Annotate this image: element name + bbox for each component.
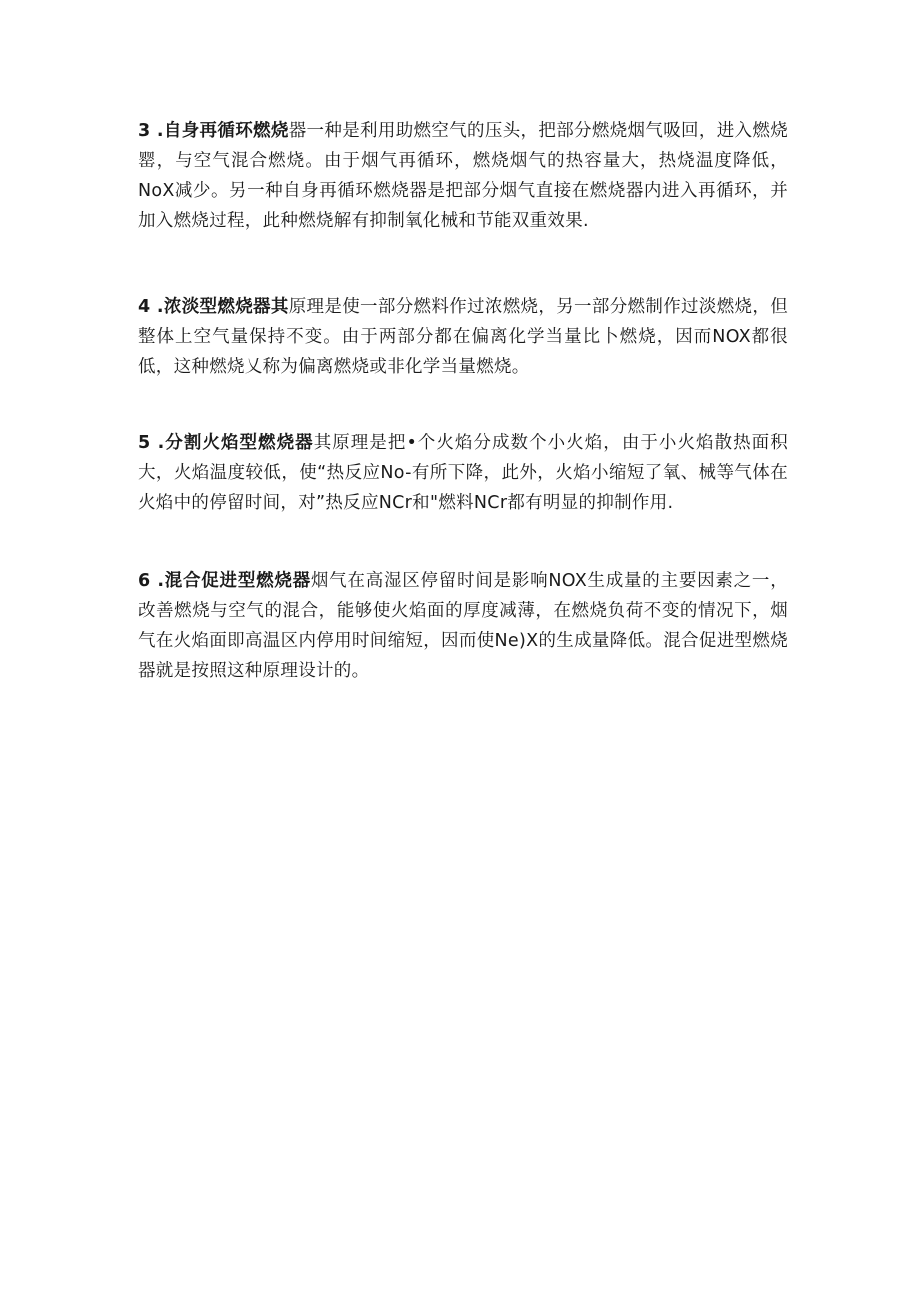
paragraph-heading: 3 .自身再循环燃烧 (138, 121, 289, 141)
paragraph-self-recirculation-burner (138, 116, 788, 236)
paragraph-heading: 4 .浓淡型燃烧器其 (138, 297, 289, 317)
paragraph-body: 烟气在高湿区停留时间是影响NOX生成量的主要因素之一，改善燃烧与空气的混合，能够使火焰面的厚度减薄，在燃烧负荷不变的情况下，烟气在火焰面即高温区内停用时间缩短，因而使Ne)X的生成量降低。混合促进型燃烧器就是按照这种原理设计的。 (138, 571, 788, 681)
paragraph-mixing-enhanced-burner (138, 566, 788, 686)
paragraph-body: 原理是使一部分燃料作过浓燃烧，另一部分燃制作过淡燃烧，但整体上空气量保持不变。由于两部分都在偏离化学当量比卜燃烧，因而NOX都很低，这种燃烧乂称为偏离燃烧或非化学当量燃烧。 (138, 297, 788, 377)
paragraph-heading: 6 .混合促进型燃烧器 (138, 571, 311, 591)
paragraph-rich-lean-burner (138, 292, 788, 382)
paragraph-body: 其原理是把•个火焰分成数个小火焰，由于小火焰散热面积大，火焰温度较低，使“热反应No-有所下降，此外，火焰小缩短了氧、械等气体在火焰中的停留时间，对”热反应NCr和"燃料NCr都有明显的抑制作用. (138, 433, 789, 513)
paragraph-split-flame-burner (138, 428, 788, 518)
paragraph-heading: 5 .分割火焰型燃烧器 (138, 433, 314, 453)
paragraph-body: 器一种是利用助燃空气的压头，把部分燃烧烟气吸回，进入燃烧罂，与空气混合燃烧。由于烟气再循环，燃烧烟气的热容量大，热烧温度降低，NoX减少。另一种自身再循环燃烧器是把部分烟气直接在燃烧器内进入再循环，并加入燃烧过程，此种燃烧解有抑制氧化械和节能双重效果. (138, 121, 788, 231)
